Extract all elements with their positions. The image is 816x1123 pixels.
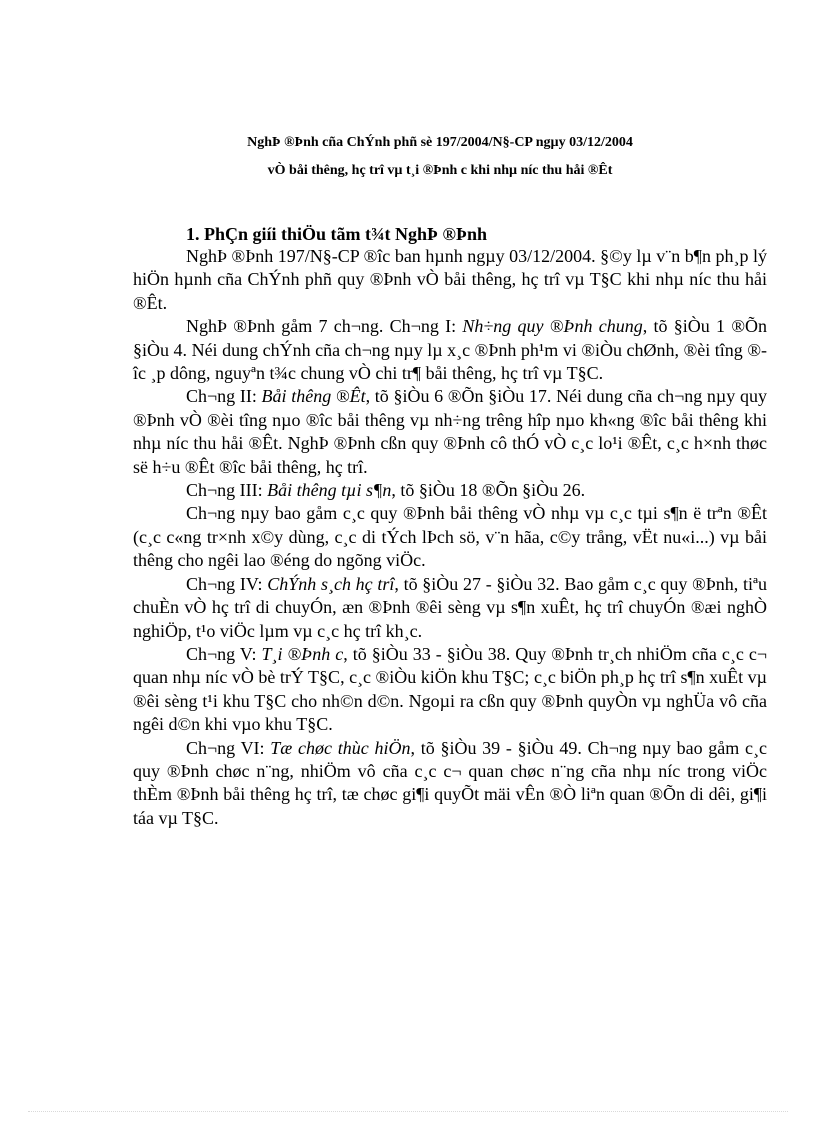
paragraph-chapter-5 bbox=[133, 643, 767, 737]
paragraph-text: Ch¬ng VI: bbox=[186, 737, 271, 758]
chapter-title: Tæ chøc thùc hiÖn bbox=[270, 737, 411, 758]
paragraph-text: , tõ §iÒu 39 - §iÒu 49. Ch¬ng nµy bao gåm c¸c quy ®Þnh chøc n¨ng, nhiÖm vô cña c¸c c¬ quan chøc n¨ng cña nhµ níc trong viÖc thÈm ®Þnh båi thêng hç trî, tæ chøc gi¶i quyÕt mäi vÊn ®Ò liªn quan ®Õn di dêi, gi¶i táa vµ T§C. bbox=[133, 737, 767, 828]
paragraph-text: , tõ §iÒu 1 ®Õn §iÒu 4. Néi dung chÝnh cña ch¬ng nµy lµ x¸c ®Þnh ph¹m vi ®iÒu chØnh, ®èi tîng ®îc ¸p dông, nguyªn t¾c chung vÒ chi tr¶ båi thêng, hç trî vµ T§C. bbox=[133, 316, 767, 384]
paragraph-chapter-4 bbox=[133, 573, 767, 643]
paragraph-chapter-2 bbox=[133, 385, 767, 479]
section-title: 1. PhÇn giíi thiÖu tãm t¾t NghÞ ®Þnh bbox=[186, 224, 487, 244]
chapter-title: ChÝnh s¸ch hç trî bbox=[267, 573, 395, 594]
document-heading-line-1: NghÞ ®Þnh cña ChÝnh phñ sè 197/2004/N§-CP ngµy 03/12/2004 bbox=[247, 135, 633, 150]
paragraph-text: Ch¬ng V: bbox=[186, 643, 262, 664]
paragraph-text: , tõ §iÒu 18 ®Õn §iÒu 26. bbox=[391, 480, 586, 501]
paragraph-chapter-6 bbox=[133, 737, 767, 831]
paragraph-chapter-1 bbox=[133, 315, 767, 385]
paragraph-text: NghÞ ®Þnh 197/N§-CP ®îc ban hµnh ngµy 03/12/2004. §©y lµ v¨n b¶n ph¸p lý hiÖn hµnh cña ChÝnh phñ quy ®Þnh vÒ båi thêng, hç trî vµ T§C khi nhµ níc thu håi ®Êt. bbox=[133, 246, 767, 313]
page-footer-rule bbox=[28, 1111, 788, 1112]
document-heading-line-2: vÒ båi thêng, hç trî vµ t¸i ®Þnh c khi nhµ níc thu håi ®Êt bbox=[267, 163, 613, 178]
paragraph-text: Ch¬ng IV: bbox=[186, 573, 268, 594]
paragraph-chapter-3-detail bbox=[133, 502, 767, 572]
body-text bbox=[133, 245, 767, 830]
paragraph-text: NghÞ ®Þnh gåm 7 ch¬ng. Ch¬ng I: bbox=[186, 316, 463, 337]
paragraph-intro bbox=[133, 245, 767, 315]
paragraph-text: Ch¬ng III: bbox=[186, 480, 268, 501]
chapter-title: Nh÷ng quy ®Þnh chung bbox=[462, 316, 643, 337]
paragraph-text: , tõ §iÒu 6 ®Õn §iÒu 17. Néi dung cña ch¬ng nµy quy ®Þnh vÒ ®èi tîng nµo ®îc båi thêng vµ nh÷ng trêng hîp nµo kh«ng ®îc båi thêng khi nhµ níc thu håi ®Êt. NghÞ ®Þnh cßn quy ®Þnh cô thÓ vÒ c¸c lo¹i ®Êt, c¸c h×nh thøc së h÷u ®Êt ®îc båi thêng, hç trî. bbox=[133, 386, 767, 477]
paragraph-text: , tõ §iÒu 33 - §iÒu 38. Quy ®Þnh tr¸ch nhiÖm cña c¸c c¬ quan nhµ níc vÒ bè trÝ T§C, c¸c ®iÒu kiÖn khu T§C; c¸c biÖn ph¸p hç trî s¶n xuÊt vµ ®êi sèng t¹i khu T§C cho nh©n d©n. Ngoµi ra cßn quy ®Þnh quyÒn vµ nghÜa vô cña ngêi d©n khi vµo khu T§C. bbox=[133, 643, 768, 735]
paragraph-chapter-3 bbox=[133, 479, 767, 502]
paragraph-text: Ch¬ng nµy bao gåm c¸c quy ®Þnh båi thêng vÒ nhµ vµ c¸c tµi s¶n ë trªn ®Êt (c¸c c«ng tr×nh x©y dùng, c¸c di tÝch lÞch sö, v¨n hãa, c©y trång, vËt nu«i...) vµ båi thêng cho ngêi lao ®éng do ngõng viÖc. bbox=[133, 503, 767, 571]
chapter-title: Båi thêng ®Êt bbox=[261, 386, 366, 407]
paragraph-text: Ch¬ng II: bbox=[186, 386, 262, 407]
chapter-title: Båi thêng tµi s¶n bbox=[267, 480, 392, 501]
chapter-title: T¸i ®Þnh c bbox=[261, 643, 344, 664]
paragraph-text: , tõ §iÒu 27 - §iÒu 32. Bao gåm c¸c quy ®Þnh, tiªu chuÈn vÒ hç trî di chuyÓn, æn ®Þnh ®êi sèng vµ s¶n xuÊt, hç trî chuyÓn ®æi nghÒ nghiÖp, t¹o viÖc lµm vµ c¸c hç trî kh¸c. bbox=[133, 573, 767, 641]
